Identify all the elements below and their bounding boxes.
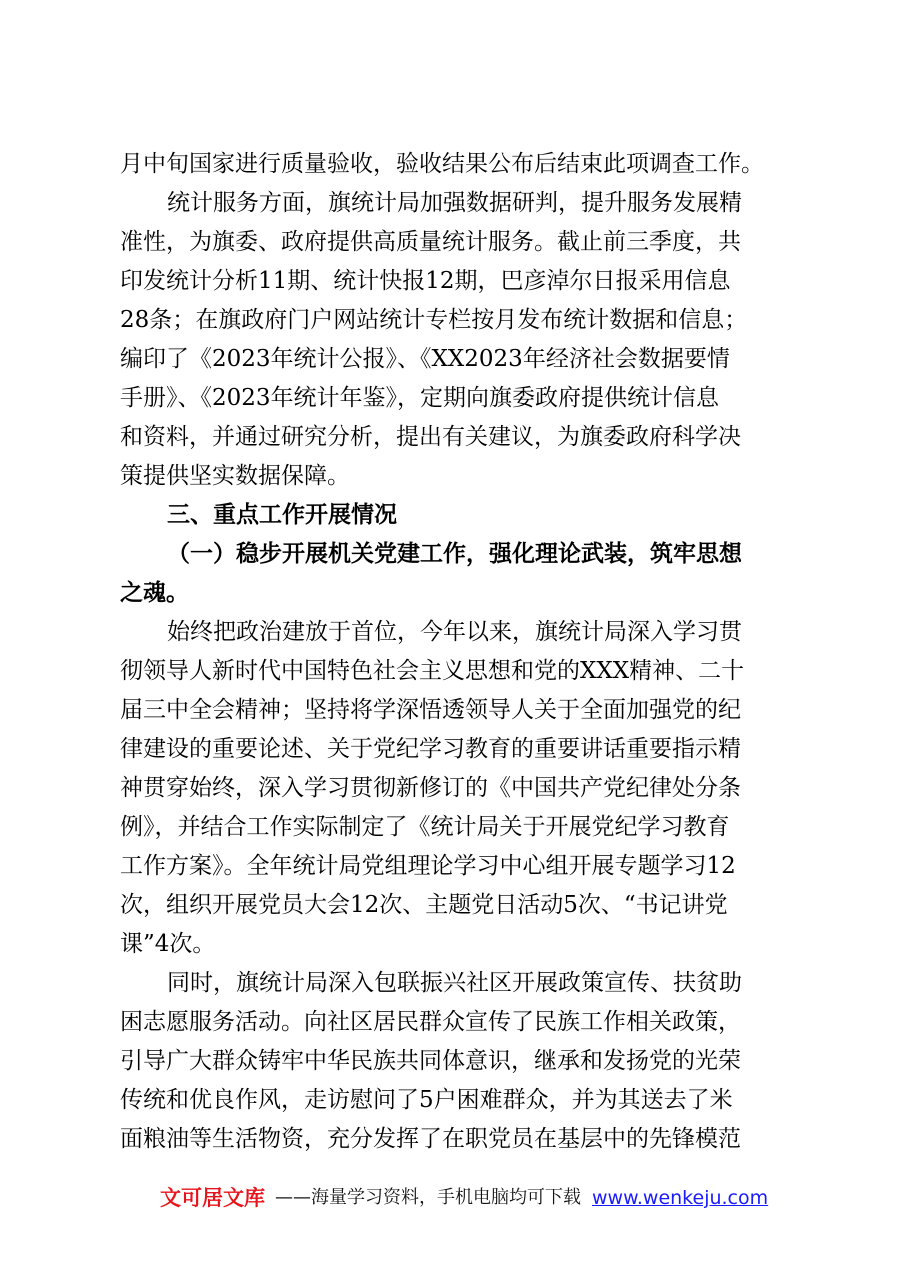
text-line [0,925,909,963]
text-line [0,184,909,222]
subsection-heading [0,535,909,573]
paragraph-text: 手册》、《2023年统计年鉴》，定期向旗委政府提供统计信息 [120,385,720,411]
paragraph-text: 准性，为旗委、政府提供高质量统计服务。截止前三季度，共 [120,229,741,255]
paragraph-text: 律建设的重要论述、关于党纪学习教育的重要讲话重要指示精 [120,736,741,762]
text-line [0,808,909,846]
text-line [0,418,909,456]
text-line [0,340,909,378]
text-line [0,379,909,417]
text-line [0,613,909,651]
text-line [0,769,909,807]
paragraph-text: 困志愿服务活动。向社区居民群众宣传了民族工作相关政策， [120,1009,741,1035]
footer-banner [0,1180,909,1216]
text-line [0,1042,909,1080]
text-line [0,1081,909,1119]
paragraph-text: 彻领导人新时代中国特色社会主义思想和党的XXX精神、二十 [120,658,745,684]
paragraph-text: 神贯穿始终，深入学习贯彻新修订的《中国共产党纪律处分条 [120,775,741,801]
brand-name: 文可居文库 [160,1186,265,1210]
text-line [0,1120,909,1158]
footer-tagline: ——海量学习资料，手机电脑均可下载 [275,1187,581,1208]
text-line [0,223,909,261]
subsection-heading-text: （一）稳步开展机关党建工作，强化理论武装，筑牢思想 [167,541,742,567]
paragraph-text: 月中旬国家进行质量验收，验收结果公布后结束此项调查工作。 [120,151,764,177]
paragraph-text: 课”4次。 [120,931,216,957]
section-heading [0,496,909,534]
paragraph-text: 编印了《2023年统计公报》、《XX2023年经济社会数据要情 [120,346,730,372]
paragraph-text: 和资料，并通过研究分析，提出有关建议，为旗委政府科学决 [120,424,741,450]
text-line [0,457,909,495]
text-line [0,1003,909,1041]
subsection-heading [0,574,909,612]
text-line [0,145,909,183]
paragraph-text: 届三中全会精神；坚持将学深悟透领导人关于全面加强党的纪 [120,697,741,723]
section-heading-text: 三、重点工作开展情况 [167,502,397,528]
paragraph-text: 工作方案》。全年统计局党组理论学习中心组开展专题学习12 [120,853,736,879]
paragraph-text: 同时，旗统计局深入包联振兴社区开展政策宣传、扶贫助 [167,970,742,996]
paragraph-text: 次，组织开展党员大会12次、主题党日活动5次、“书记讲党 [120,892,728,918]
text-line [0,262,909,300]
paragraph-text: 印发统计分析11期、统计快报12期，巴彦淖尔日报采用信息 [120,268,731,294]
paragraph-text: 28条；在旗政府门户网站统计专栏按月发布统计数据和信息； [120,307,748,333]
subsection-heading-text: 之魂。 [120,580,189,606]
text-line [0,691,909,729]
paragraph-text: 始终把政治建放于首位，今年以来，旗统计局深入学习贯 [167,619,742,645]
paragraph-text: 例》，并结合工作实际制定了《统计局关于开展党纪学习教育 [120,814,730,840]
website-link[interactable]: www.wenkeju.com [592,1187,769,1209]
paragraph-text: 统计服务方面，旗统计局加强数据研判，提升服务发展精 [167,190,742,216]
paragraph-text: 策提供坚实数据保障。 [120,463,350,489]
paragraph-text: 引导广大群众铸牢中华民族共同体意识，继承和发扬党的光荣 [120,1048,741,1074]
text-line [0,886,909,924]
text-line [0,301,909,339]
text-line [0,847,909,885]
paragraph-text: 面粮油等生活物资，充分发挥了在职党员在基层中的先锋模范 [120,1126,741,1152]
text-line [0,730,909,768]
paragraph-text: 传统和优良作风，走访慰问了5户困难群众，并为其送去了米 [120,1087,733,1113]
text-line [0,652,909,690]
text-line [0,964,909,1002]
